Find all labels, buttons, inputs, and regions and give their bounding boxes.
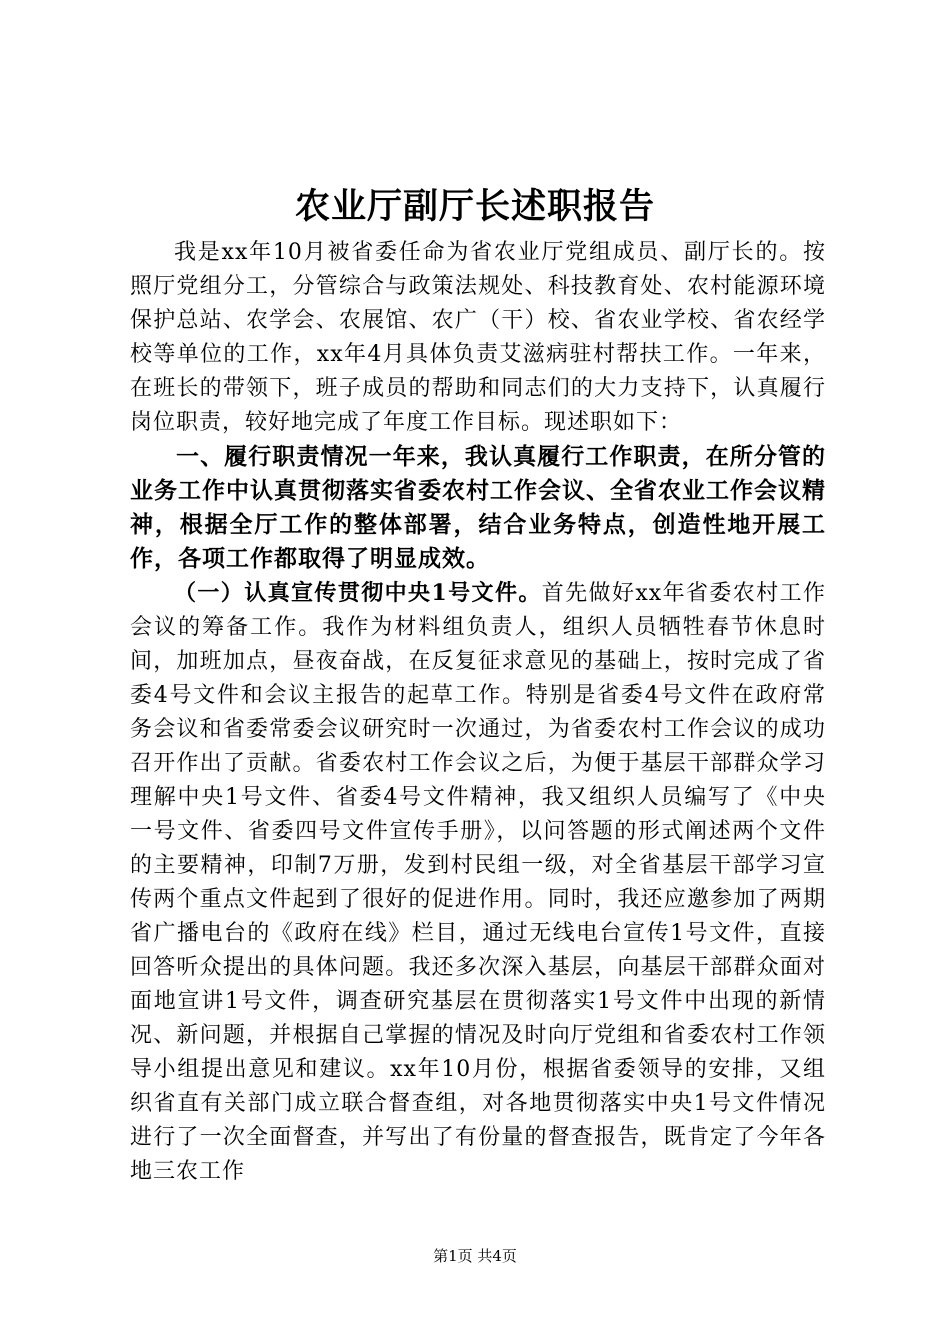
- subsection-body: 首先做好xx年省委农村工作会议的筹备工作。我作为材料组负责人，组织人员牺牲春节休息时间，加班加点，昼夜奋战，在反复征求意见的基础上，按时完成了省委4号文件和会议主报告的起草工作。特别是省委4号文件在政府常务会议和省委常委会议研究时一次通过，为省委农村工作会议的成功召开作出了贡献。省委农村工作会议之后，为便于基层干部群众学习理解中央1号文件、省委4号文件精神，我又组织人员编写了《中央一号文件、省委四号文件宣传手册》，以问答题的形式阐述两个文件的主要精神，印制7万册，发到村民组一级，对全省基层干部学习宣传两个重点文件起到了很好的促进作用。同时，我还应邀参加了两期省广播电台的《政府在线》栏目，通过无线电台宣传1号文件，直接回答听众提出的具体问题。我还多次深入基层，向基层干部群众面对面地宣讲1号文件，调查研究基层在贯彻落实1号文件中出现的新情况、新问题，并根据自己掌握的情况及时向厅党组和省委农村工作领导小组提出意见和建议。xx年10月份，根据省委领导的安排，又组织省直有关部门成立联合督查组，对各地贯彻落实中央1号文件情况进行了一次全面督查，并写出了有份量的督查报告，既肯定了今年各地三农工作: [130, 581, 826, 1184]
- paragraph-intro: 我是xx年10月被省委任命为省农业厅党组成员、副厅长的。按照厅党组分工，分管综合与政策法规处、科技教育处、农村能源环境保护总站、农学会、农展馆、农广（干）校、省农业学校、省农经学校等单位的工作，xx年4月具体负责艾滋病驻村帮扶工作。一年来，在班长的带领下，班子成员的帮助和同志们的大力支持下，认真履行岗位职责，较好地完成了年度工作目标。现述职如下：: [130, 240, 826, 435]
- document-body: [130, 236, 826, 1189]
- paragraph-subsection-one: [130, 576, 826, 1189]
- paragraph-section-one: 一、履行职责情况一年来，我认真履行工作职责，在所分管的业务工作中认真贯彻落实省委农村工作会议、全省农业工作会议精神，根据全厅工作的整体部署，结合业务特点，创造性地开展工作，各项工作都取得了明显成效。: [130, 443, 826, 572]
- document-title: 农业厅副厅长述职报告: [294, 186, 655, 227]
- subsection-heading: （一）认真宣传贯彻中央1号文件。: [174, 580, 542, 606]
- page-footer: 第1页 共4页: [433, 1247, 517, 1265]
